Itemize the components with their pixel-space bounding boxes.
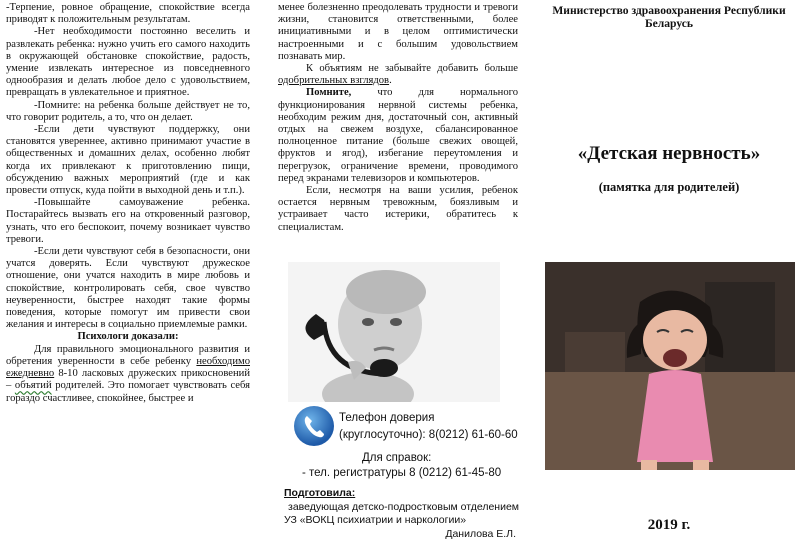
phone-glyph — [294, 406, 334, 446]
underlined-text: одобрительных взглядов — [278, 75, 390, 87]
text-run: К объятиям не забывайте добавить больше — [306, 63, 518, 75]
underlined-text: необходимо ежедневно — [6, 355, 250, 380]
ministry-header: Министерство здравоохранения Республики Беларусь — [552, 4, 786, 30]
reference-label: Для справок: — [362, 452, 432, 464]
hotline-number: (круглосуточно): 8(0212) 61-60-60 — [339, 429, 518, 441]
paragraph: -Помните: на ребенка больше действует не то, что говорит родитель, а то, что он делает. — [6, 99, 250, 123]
text-run: 8-10 ласковых дружеских прикосновений – — [6, 368, 250, 392]
reference-phone: - тел. регистратуры 8 (0212) 61-45-80 — [302, 467, 502, 479]
brochure-subtitle: (памятка для родителей) — [598, 180, 740, 194]
prepared-author: Данилова Е.Л. — [445, 527, 516, 540]
prepared-organization: УЗ «ВОКЦ психиатрии и наркологии» — [284, 514, 467, 526]
left-column — [6, 2, 250, 405]
section-heading: Психологи доказали: — [77, 331, 179, 343]
underlined-text: объятий — [14, 380, 52, 392]
year-label: 2019 г. — [647, 517, 691, 533]
paragraph — [278, 87, 518, 185]
hotline-text — [339, 410, 518, 444]
paragraph: менее болезненно преодолевать трудности и тревоги жизни, становится ответственными, более инициативными и в целом оптимистически настроенными и с большим удовольствием познавать мир. — [278, 2, 518, 62]
text-run: Для правильного эмоционального развития и обретения уверенности в себе ребенку — [6, 343, 250, 367]
baby-phone-illustration — [288, 262, 500, 402]
prepared-position: заведующая детско-подростковым отделением — [288, 500, 520, 513]
paragraph: -Если дети чувствуют себя в безопасности, они учатся доверять. Если чувствуют дружеское отношение, они учатся находить в мире любовь и спокойствие, контролировать себя, свое чувство неуверенности, быстрее находят такие формы поведения, которые помогут им привести свои желания и интересы в социально приемлемые рамки. — [6, 246, 250, 331]
text-run: родителей. Это помогает чувствовать себя гораздо счастливее, спокойнее, быстрее и — [6, 380, 250, 404]
prepared-by-block — [284, 487, 528, 541]
paragraph: Если, несмотря на ваши усилия, ребенок остается нервным тревожным, боязливым и устраивает часто истерики, обратитесь к специалистам. — [278, 185, 518, 233]
paragraph: -Нет необходимости постоянно веселить и развлекать ребенка: нужно учить его самого находить в окружающей обстановке спокойствие, радость, умение извлекать интересное из повседневного однообразия и делать любое дело с удовольствием, превращать в увлекательное и приятное. — [6, 26, 250, 99]
text-run: . — [389, 75, 392, 87]
crying-girl-illustration — [545, 262, 795, 470]
paragraph: -Терпение, ровное обращение, спокойствие всегда приводят к положительным результатам. — [6, 2, 250, 26]
middle-column — [278, 2, 518, 234]
paragraph: -Повышайте самоуважение ребенка. Постарайтесь вызвать его на откровенный разговор, узнать, что его беспокоит, почему возникает чувство тревоги. — [6, 197, 250, 245]
reference-block — [290, 451, 530, 481]
paragraph — [6, 344, 250, 405]
paragraph: -Если дети чувствуют поддержку, они становятся увереннее, активно принимают участие в общественных и домашних делах, особенно любят когда их привлекают к приготовлению пищи, обсуждению важных мероприятий (где и как провести отпуск, куда пойти в выходной день и т.п.). — [6, 124, 250, 197]
prepared-label: Подготовила: — [284, 487, 356, 499]
baby-phone-photo — [288, 262, 500, 402]
bold-text: Помните, — [306, 87, 352, 99]
text-run: что для нормального функционирования нервной системы ребенка, необходим режим дня, достаточный сон, активный отдых на свежем воздухе, сбалансированное полноценное питание (больше свежих овощей, фруктов и ягод), избегание переутомления и перегрузок, ограничение времени, проводимого перед экранами телевизоров и компьютеров. — [278, 87, 518, 184]
phone-icon — [294, 406, 334, 446]
paragraph — [278, 63, 518, 87]
brochure-title: «Детская нервность» — [577, 143, 761, 164]
crying-girl-image — [545, 262, 795, 470]
hotline-title: Телефон доверия — [339, 412, 435, 424]
